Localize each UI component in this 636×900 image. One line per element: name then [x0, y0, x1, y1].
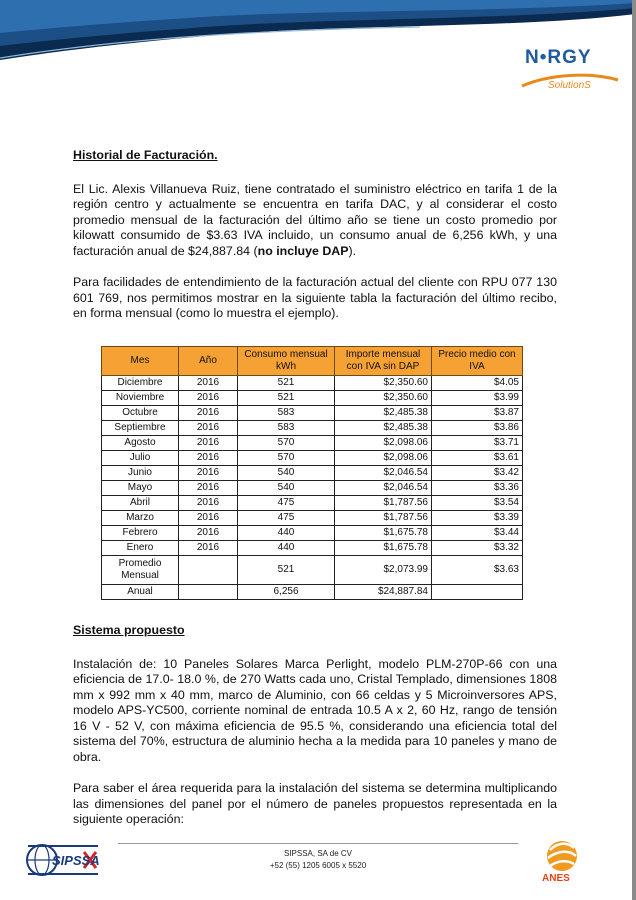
table-cell: $2,350.60: [335, 376, 432, 391]
footer-company: SIPSSA, SA de CV: [283, 849, 353, 858]
table-cell: Marzo: [102, 511, 179, 526]
table-row-anual: [102, 585, 523, 600]
table-cell: Promedio Mensual: [102, 556, 179, 585]
table-cell: $2,098.06: [335, 436, 432, 451]
header-anio: Año: [179, 347, 238, 376]
footer-divider: [118, 843, 518, 844]
table-cell: 2016: [179, 436, 238, 451]
table-cell: $3.86: [432, 421, 523, 436]
historial-paragraph-1-end: ).: [348, 243, 357, 258]
table-cell: 521: [238, 376, 335, 391]
table-cell: $3.71: [432, 436, 523, 451]
table-cell: $3.42: [432, 466, 523, 481]
table-cell: 2016: [179, 451, 238, 466]
table-row-promedio: [102, 556, 523, 585]
table-row: [102, 541, 523, 556]
table-cell: $1,787.56: [335, 496, 432, 511]
billing-table: [101, 346, 523, 600]
table-row: [102, 436, 523, 451]
footer: [236, 848, 400, 872]
table-cell: $3.54: [432, 496, 523, 511]
table-cell: Octubre: [102, 406, 179, 421]
table-cell: Anual: [102, 585, 179, 600]
table-cell: 440: [238, 541, 335, 556]
billing-table-body: [102, 376, 523, 600]
table-cell: 2016: [179, 541, 238, 556]
table-cell: $2,073.99: [335, 556, 432, 585]
table-cell: 2016: [179, 406, 238, 421]
table-cell: Junio: [102, 466, 179, 481]
table-cell: 2016: [179, 526, 238, 541]
table-cell: 570: [238, 451, 335, 466]
table-row: [102, 451, 523, 466]
sistema-heading: Sistema propuesto: [73, 623, 185, 637]
table-cell: $2,485.38: [335, 421, 432, 436]
table-cell: $3.39: [432, 511, 523, 526]
table-row: [102, 496, 523, 511]
historial-paragraph-1-text: El Lic. Alexis Villanueva Ruiz, tiene contratado el suministro eléctrico en tarifa 1 de la región centro y actualmente se encuentra en tarifa DAC, y al considerar el costo promedio mensual de la facturación del último año se tiene un costo promedio por kilowatt consumido de $3.63 IVA incluido, un consumo anual de 6,256 kWh, y una facturación anual de $24,887.84 (: [73, 181, 557, 258]
table-cell: $4.05: [432, 376, 523, 391]
table-cell: 521: [238, 391, 335, 406]
table-cell: Diciembre: [102, 376, 179, 391]
table-cell: Agosto: [102, 436, 179, 451]
table-row: [102, 376, 523, 391]
table-cell: [432, 585, 523, 600]
historial-paragraph-1: [73, 182, 557, 260]
table-cell: 6,256: [238, 585, 335, 600]
table-cell: Noviembre: [102, 391, 179, 406]
table-cell: $3.32: [432, 541, 523, 556]
table-cell: $2,046.54: [335, 466, 432, 481]
table-cell: 521: [238, 556, 335, 585]
table-cell: 570: [238, 436, 335, 451]
table-row: [102, 526, 523, 541]
table-row: [102, 406, 523, 421]
billing-table-header: [102, 347, 523, 376]
header-mes: Mes: [102, 347, 179, 376]
page-edge: [632, 0, 636, 900]
table-cell: $3.63: [432, 556, 523, 585]
table-cell: Abril: [102, 496, 179, 511]
table-cell: [179, 556, 238, 585]
table-cell: Mayo: [102, 481, 179, 496]
historial-heading: Historial de Facturación.: [73, 148, 218, 162]
table-cell: $3.87: [432, 406, 523, 421]
table-cell: 2016: [179, 511, 238, 526]
table-cell: 2016: [179, 376, 238, 391]
table-row: [102, 511, 523, 526]
table-cell: $1,675.78: [335, 541, 432, 556]
header-importe: Importe mensual con IVA sin DAP: [335, 347, 432, 376]
table-cell: Septiembre: [102, 421, 179, 436]
table-cell: 583: [238, 406, 335, 421]
table-cell: $2,485.38: [335, 406, 432, 421]
table-cell: 475: [238, 511, 335, 526]
sipssa-logo: [24, 836, 102, 882]
table-cell: $3.99: [432, 391, 523, 406]
table-cell: $2,098.06: [335, 451, 432, 466]
table-cell: $2,350.60: [335, 391, 432, 406]
table-cell: $3.44: [432, 526, 523, 541]
historial-section: [73, 148, 557, 322]
table-cell: [179, 585, 238, 600]
table-cell: $24,887.84: [335, 585, 432, 600]
table-cell: 2016: [179, 496, 238, 511]
table-cell: 2016: [179, 391, 238, 406]
table-cell: Febrero: [102, 526, 179, 541]
table-cell: $3.36: [432, 481, 523, 496]
table-cell: $1,675.78: [335, 526, 432, 541]
table-cell: 475: [238, 496, 335, 511]
table-cell: 2016: [179, 421, 238, 436]
table-cell: Enero: [102, 541, 179, 556]
table-cell: 440: [238, 526, 335, 541]
nrgy-logo-subtext: SolutionS: [548, 80, 591, 91]
table-row: [102, 421, 523, 436]
historial-paragraph-1-bold: no incluye DAP: [257, 243, 349, 258]
table-cell: $3.61: [432, 451, 523, 466]
table-row: [102, 481, 523, 496]
sistema-section: [73, 623, 557, 828]
table-cell: Julio: [102, 451, 179, 466]
table-cell: 2016: [179, 481, 238, 496]
table-cell: $2,046.54: [335, 481, 432, 496]
anes-logo-text: ANES: [542, 873, 570, 884]
table-row: [102, 391, 523, 406]
footer-phone: +52 (55) 1205 6005 x 5520: [269, 861, 367, 870]
nrgy-logo-text: N•RGY: [525, 47, 592, 68]
header-precio: Precio medio con IVA: [432, 347, 523, 376]
sistema-paragraph-2: Para saber el área requerida para la instalación del sistema se determina multiplicando las dimensiones del panel por el número de paneles propuestos representada en la siguiente operación:: [73, 781, 557, 826]
table-cell: 2016: [179, 466, 238, 481]
header-consumo: Consumo mensual kWh: [238, 347, 335, 376]
table-cell: 540: [238, 466, 335, 481]
sipssa-logo-text: SIPSSA: [52, 853, 100, 868]
table-row: [102, 466, 523, 481]
sistema-paragraph-1: Instalación de: 10 Paneles Solares Marca Perlight, modelo PLM-270P-66 con una eficiencia de 17.0- 18.0 %, de 270 Watts cada uno, Cristal Templado, dimensiones 1808 mm x 992 mm x 40 mm, marco de Aluminio, con 66 celdas y 5 Microinversores APS, modelo APS-YC500, corriente nominal de entrada 10.5 A x 2, 60 Hz, rango de tensión 16 V - 52 V, con máxima eficiencia de 95.5 %, considerando una eficiencia total del sistema del 70%, estructura de aluminio hecha a la medida para 10 paneles y mano de obra.: [73, 656, 557, 764]
table-cell: 583: [238, 421, 335, 436]
table-cell: 540: [238, 481, 335, 496]
table-cell: $1,787.56: [335, 511, 432, 526]
historial-paragraph-2: Para facilidades de entendimiento de la facturación actual del cliente con RPU 077 130 601 769, nos permitimos mostrar en la siguiente tabla la facturación del último recibo, en forma mensual (como lo muestra el ejemplo).: [73, 275, 557, 320]
